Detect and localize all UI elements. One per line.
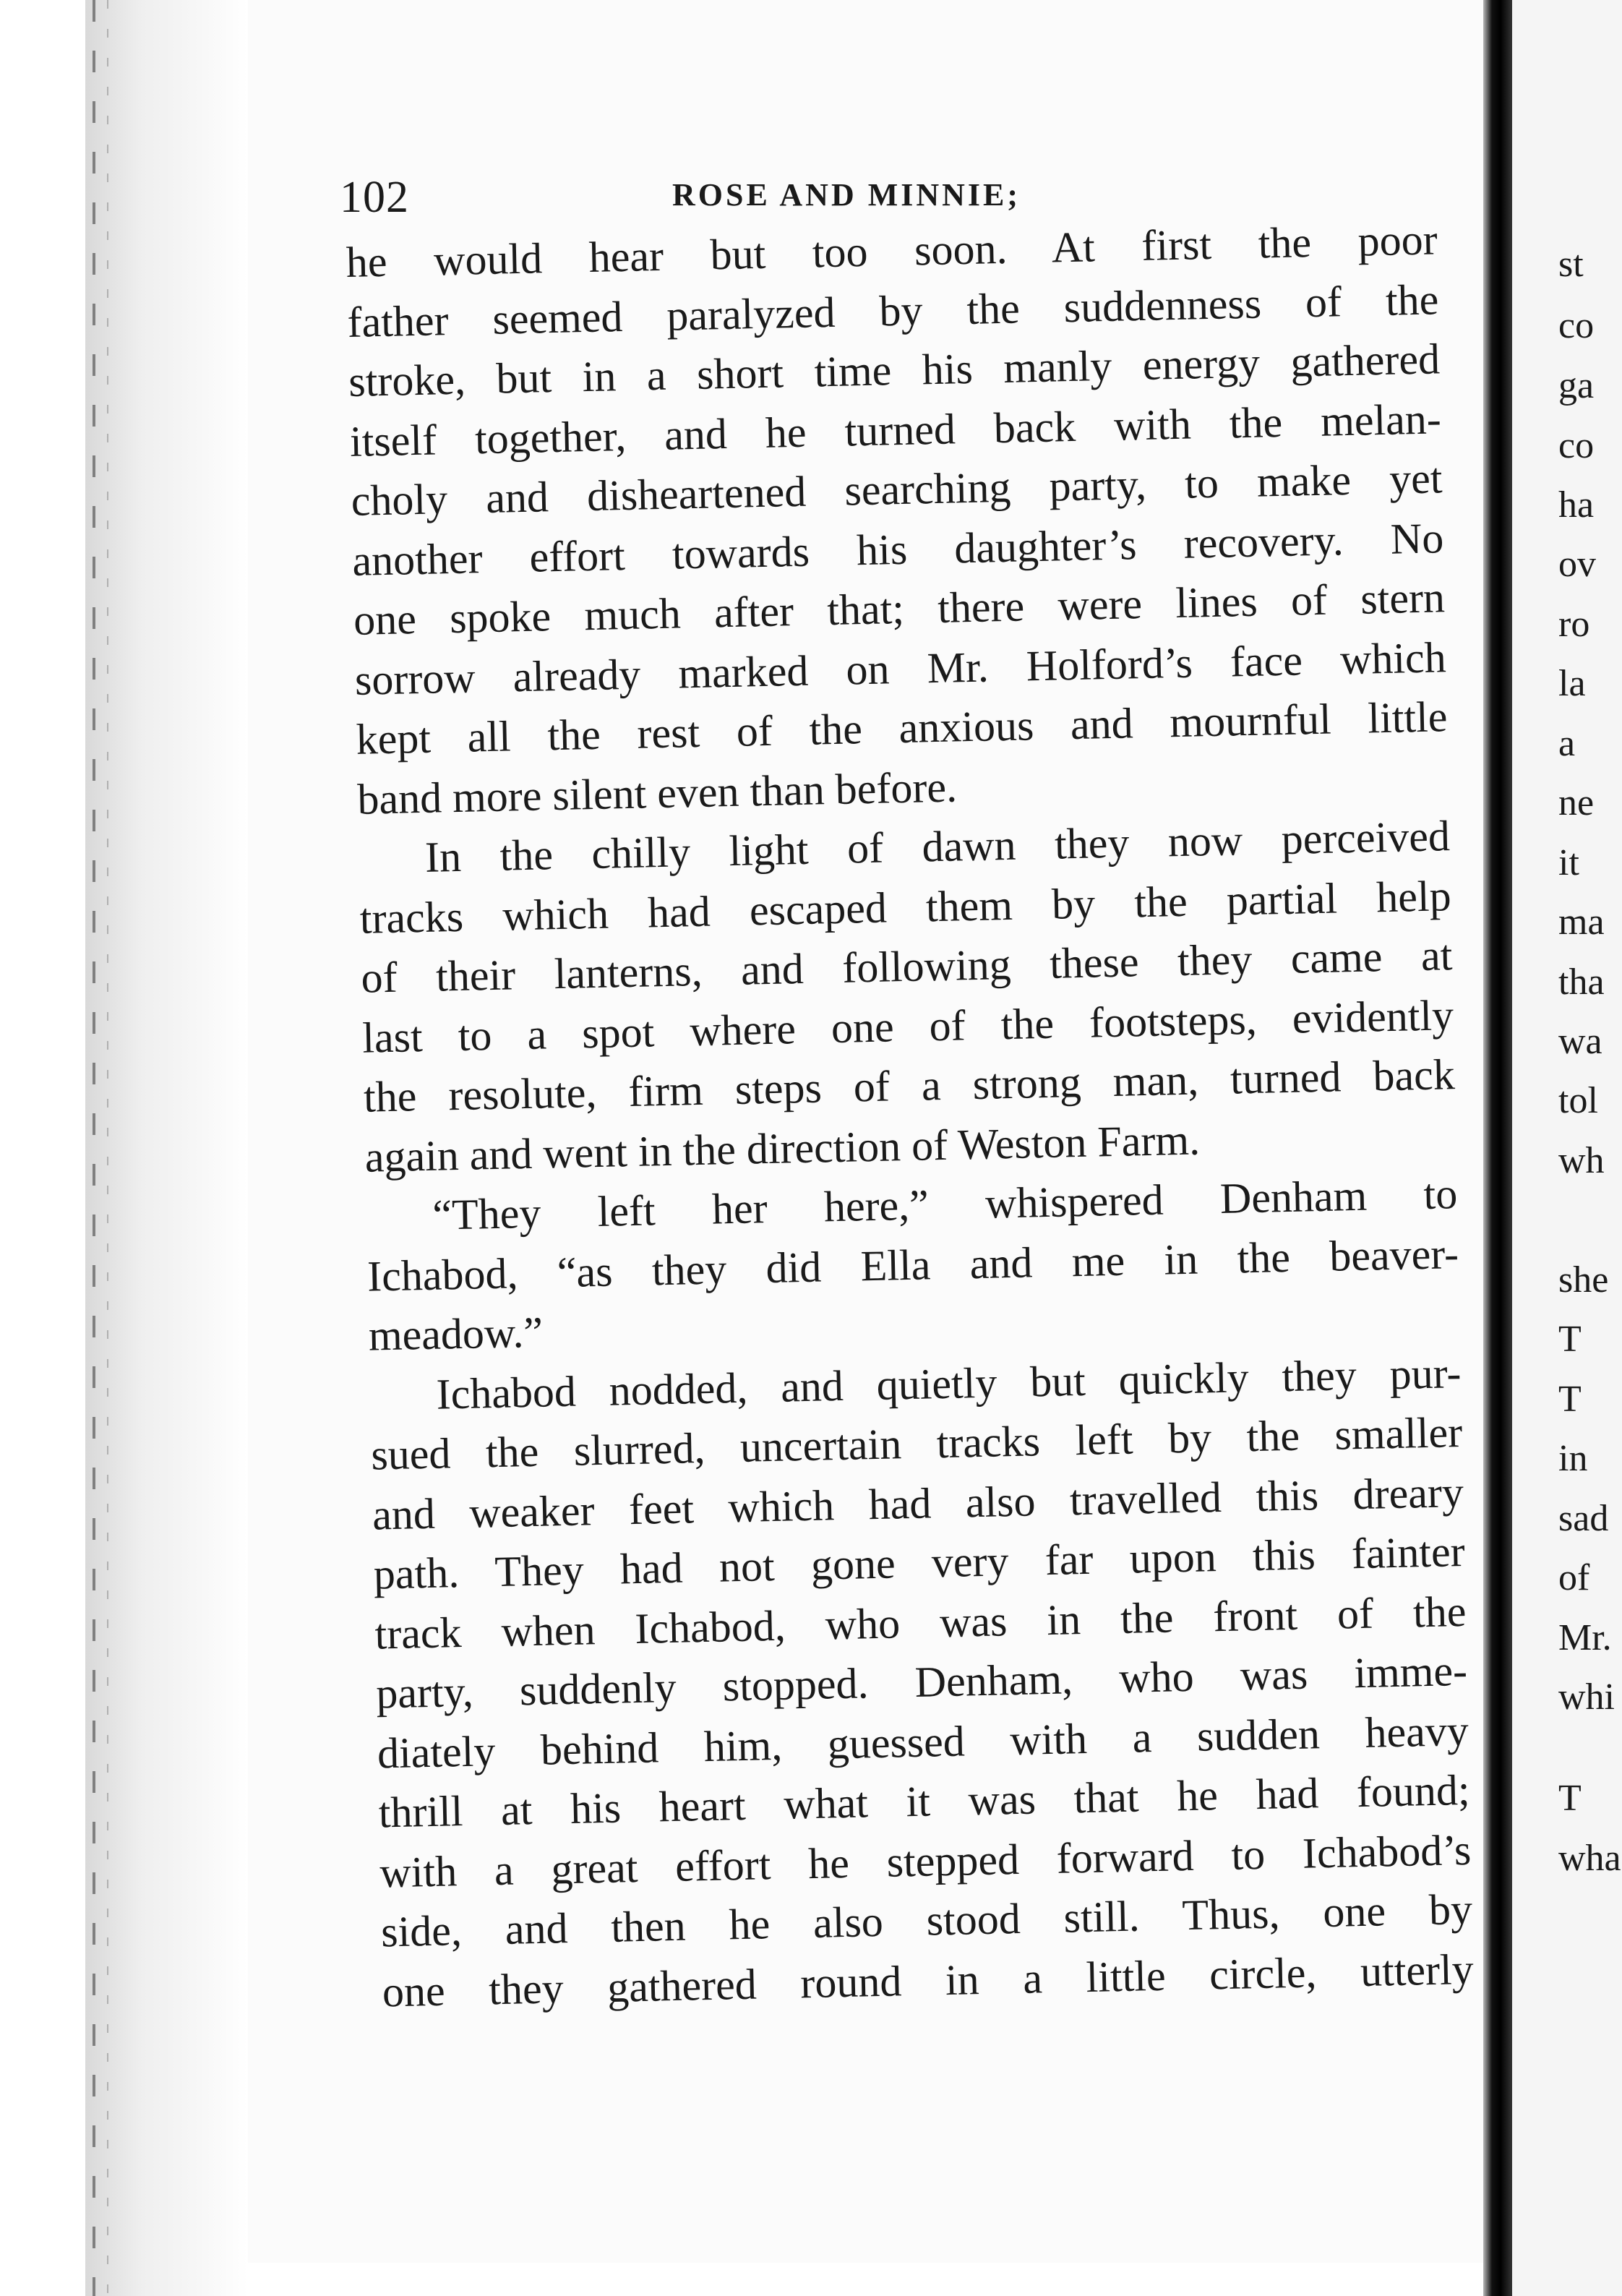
- facing-page-line: ro: [1558, 604, 1590, 645]
- text-line: itself together, and he turned back with the melan-: [349, 394, 1442, 466]
- text-line: one they gathered round in a little circle, utterly: [382, 1945, 1475, 2016]
- facing-page-line: T: [1558, 1379, 1582, 1420]
- facing-page-line: she: [1558, 1259, 1609, 1301]
- facing-page-line: T: [1558, 1778, 1582, 1819]
- paragraph-start-line: Ichabod nodded, and quietly but quickly they pur-: [435, 1348, 1462, 1418]
- page-number: 102: [340, 173, 409, 222]
- text-line: and weaker feet which had also travelled this dreary: [372, 1468, 1464, 1539]
- text-line: choly and disheartened searching party, to make yet: [351, 454, 1443, 525]
- facing-page-line: it: [1558, 842, 1579, 883]
- text-line: one spoke much after that; there were lines of stern: [353, 573, 1446, 644]
- text-line: Ichabod, “as they did Ella and me in the beaver-: [366, 1229, 1459, 1301]
- text-line: side, and then he also stood still. Thus, one by: [380, 1885, 1473, 1956]
- facing-page-line: tha: [1558, 961, 1605, 1003]
- facing-page-line: wh: [1558, 1140, 1605, 1181]
- facing-page-line: of: [1558, 1557, 1590, 1598]
- text-line: with a great effort he stepped forward to Ichabod’s: [379, 1825, 1472, 1896]
- facing-page-line: co: [1558, 305, 1595, 346]
- paragraph-end-line: meadow.”: [368, 1308, 544, 1360]
- facing-page-line: ne: [1558, 782, 1595, 823]
- text-line: sorrow already marked on Mr. Holford’s face which: [354, 633, 1447, 704]
- text-line: kept all the rest of the anxious and mournful little: [355, 693, 1449, 763]
- facing-page-line: tol: [1558, 1080, 1598, 1121]
- text-line: the resolute, firm steps of a strong man, turned back: [363, 1050, 1456, 1121]
- text-line: another effort towards his daughter’s recovery. No: [351, 513, 1444, 585]
- facing-page-line: sad: [1558, 1498, 1609, 1539]
- paragraph-start-line: “They left her here,” whispered Denham to: [432, 1170, 1458, 1239]
- facing-page-line: ov: [1558, 544, 1596, 585]
- facing-page-line: Mr.: [1558, 1617, 1612, 1658]
- book-spine-gutter: [1483, 0, 1512, 2296]
- facing-page-line: wa: [1558, 1021, 1602, 1062]
- text-line: of their lanterns, and following these they came at: [360, 931, 1453, 1002]
- page-body-text: [346, 210, 1475, 2021]
- text-line: diately behind him, guessed with a sudden heavy: [377, 1706, 1469, 1778]
- facing-page-line: in: [1558, 1438, 1588, 1479]
- facing-page-fragment: [1512, 0, 1622, 2296]
- text-line: he would hear but too soon. At first the poor: [346, 215, 1438, 286]
- text-line: track when Ichabod, who was in the front of the: [374, 1587, 1467, 1658]
- facing-page-line: whi: [1558, 1676, 1615, 1718]
- text-line: last to a spot where one of the footsteps, evidently: [361, 990, 1454, 1062]
- facing-page-line: la: [1558, 663, 1586, 704]
- paragraph-end-line: band more silent even than before.: [356, 762, 958, 823]
- facing-page-line: st: [1558, 244, 1584, 285]
- text-line: party, suddenly stopped. Denham, who was imme-: [375, 1646, 1468, 1718]
- facing-page-line: ga: [1558, 365, 1595, 406]
- text-line: father seemed paralyzed by the suddenness of the: [346, 275, 1439, 346]
- book-page-stack-edge: [85, 0, 248, 2296]
- text-line: path. They had not gone very far upon this fainter: [373, 1527, 1466, 1598]
- text-line: thrill at his heart what it was that he had found;: [378, 1765, 1471, 1837]
- facing-page-line: co: [1558, 425, 1595, 466]
- facing-page-line: T: [1558, 1319, 1582, 1360]
- facing-page-line: ma: [1558, 901, 1605, 943]
- paragraph-start-line: In the chilly light of dawn they now perceived: [424, 812, 1451, 881]
- facing-page-line: ha: [1558, 484, 1595, 526]
- text-line: stroke, but in a short time his manly energy gathered: [348, 335, 1441, 406]
- facing-page-line: a: [1558, 723, 1576, 764]
- text-line: sued the slurred, uncertain tracks left by the smaller: [370, 1408, 1463, 1479]
- text-line: tracks which had escaped them by the partial help: [359, 871, 1452, 943]
- running-title: ROSE AND MINNIE;: [672, 177, 1021, 213]
- paragraph-end-line: again and went in the direction of Weston Farm.: [364, 1115, 1201, 1181]
- facing-page-line: wha: [1558, 1838, 1621, 1879]
